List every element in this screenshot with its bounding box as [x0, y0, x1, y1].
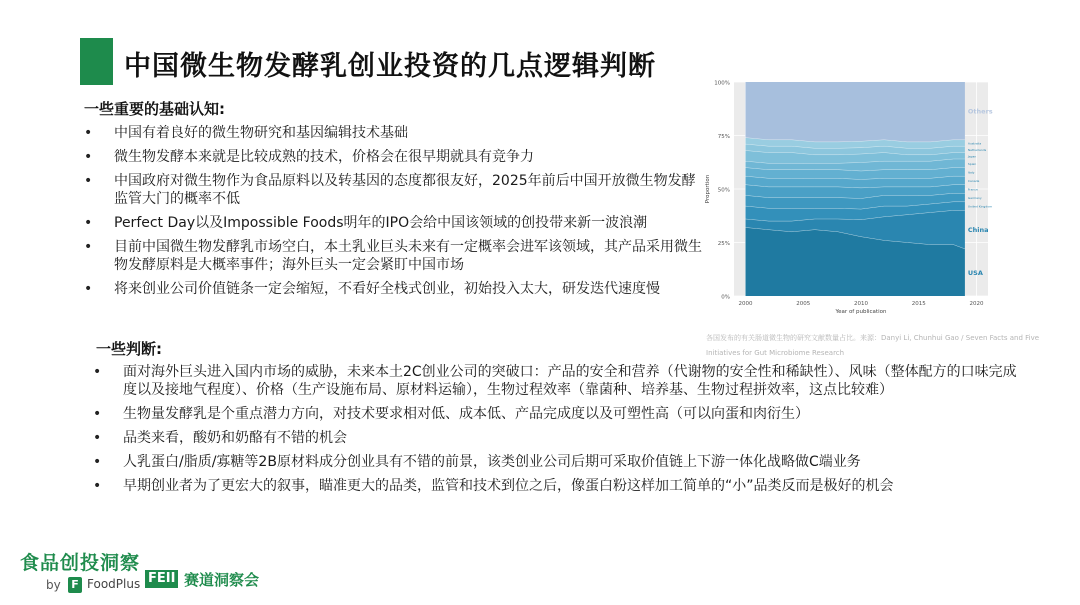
publication-share-chart — [700, 72, 1020, 322]
area-series-others — [746, 82, 965, 142]
y-tick-label: 50% — [717, 187, 730, 194]
x-tick-label: 2000 — [738, 301, 753, 307]
brand-logo-text: 食品创投洞察 — [20, 552, 141, 574]
list-item: • Perfect Day以及Impossible Foods明年的IPO会给中国该领域的创投带来新一波浪潮 — [84, 214, 704, 232]
series-label: USA — [967, 268, 983, 277]
list-item: • 将来创业公司价值链条一定会缩短，不看好全栈式创业，初始投入太大，研发迭代速度慢 — [84, 280, 704, 298]
x-tick-label: 2005 — [796, 301, 811, 307]
y-axis-title: Proportion — [705, 174, 711, 204]
list-item: • 品类来看，酸奶和奶酪有不错的机会 — [93, 429, 1023, 447]
chart-svg — [700, 72, 1020, 322]
series-label: Spain — [967, 161, 977, 166]
series-label: Japan — [967, 154, 977, 159]
brand-by: by — [46, 578, 61, 592]
x-axis-title: Year of publication — [835, 309, 887, 315]
feii-logo-icon: FEII — [145, 570, 178, 588]
x-tick-label: 2015 — [911, 301, 926, 307]
y-tick-label: 25% — [717, 241, 730, 247]
y-tick-label: 0% — [721, 294, 730, 301]
feii-name: 赛道洞察会 — [184, 571, 260, 589]
y-tick-label: 100% — [714, 80, 730, 87]
series-label: Germany — [967, 196, 982, 201]
list-item: • 人乳蛋白/脂质/寡糖等2B原材料成分创业具有不错的前景，该类创业公司后期可采取价值链上下游一体化战略做C端业务 — [93, 453, 1023, 471]
series-label: Italy — [967, 170, 975, 175]
list-item: • 微生物发酵本来就是比较成熟的技术，价格会在很早期就具有竞争力 — [84, 148, 704, 166]
series-label: China — [967, 226, 989, 235]
series-label: Netherlands — [967, 147, 987, 152]
list-item: • 生物量发酵乳是个重点潜力方向，对技术要求相对低、成本低、产品完成度以及可塑性高（可以向蛋和肉衍生） — [93, 405, 1023, 423]
foodplus-name: FoodPlus — [87, 577, 141, 591]
list-item: • 早期创业者为了更宏大的叙事，瞄准更大的品类，监管和技术到位之后，像蛋白粉这样加工简单的“小”品类反而是极好的机会 — [93, 477, 1023, 495]
series-label: Australia — [967, 141, 982, 146]
list-item: • 中国政府对微生物作为食品原料以及转基因的态度都很友好，2025年前后中国开放微生物发酵监管大门的概率不低 — [84, 172, 704, 208]
basics-list — [84, 124, 704, 304]
series-label: United Kingdom — [967, 204, 993, 209]
series-label: Others — [967, 107, 993, 116]
series-label: Canada — [967, 178, 980, 183]
chart-caption: 各国发布的有关肠道微生物的研究文献数量占比。来源：Danyi Li, Chunhui Gao / Seven Facts and Five Initiatives for Gut Microbiome Research — [706, 334, 1040, 357]
y-tick-label: 75% — [717, 134, 730, 140]
page-title: 中国微生物发酵乳创业投资的几点逻辑判断 — [124, 51, 656, 82]
title-accent-bar — [80, 38, 113, 85]
x-tick-label: 2010 — [854, 301, 868, 307]
judgments-heading: 一些判断: — [96, 340, 162, 358]
series-label: France — [967, 187, 978, 192]
list-item: • 面对海外巨头进入国内市场的威胁，未来本土2C创业公司的突破口：产品的安全和营养（代谢物的安全性和稀缺性）、风味（整体配方的口味完成度以及接地气程度）、价格（生产设施布局、原材料运输），生物过程效率（靠菌种、培养基、生物过程拼效率，这点比较难） — [93, 363, 1023, 399]
list-item: • 中国有着良好的微生物研究和基因编辑技术基础 — [84, 124, 704, 142]
judgments-list — [93, 363, 1023, 501]
list-item: • 目前中国微生物发酵乳市场空白，本土乳业巨头未来有一定概率会进军该领域，其产品采用微生物发酵原料是大概率事件；海外巨头一定会紧盯中国市场 — [84, 238, 704, 274]
x-tick-label: 2020 — [969, 301, 984, 307]
foodplus-logo-icon: F — [68, 577, 82, 593]
basics-heading: 一些重要的基础认知: — [84, 100, 225, 118]
